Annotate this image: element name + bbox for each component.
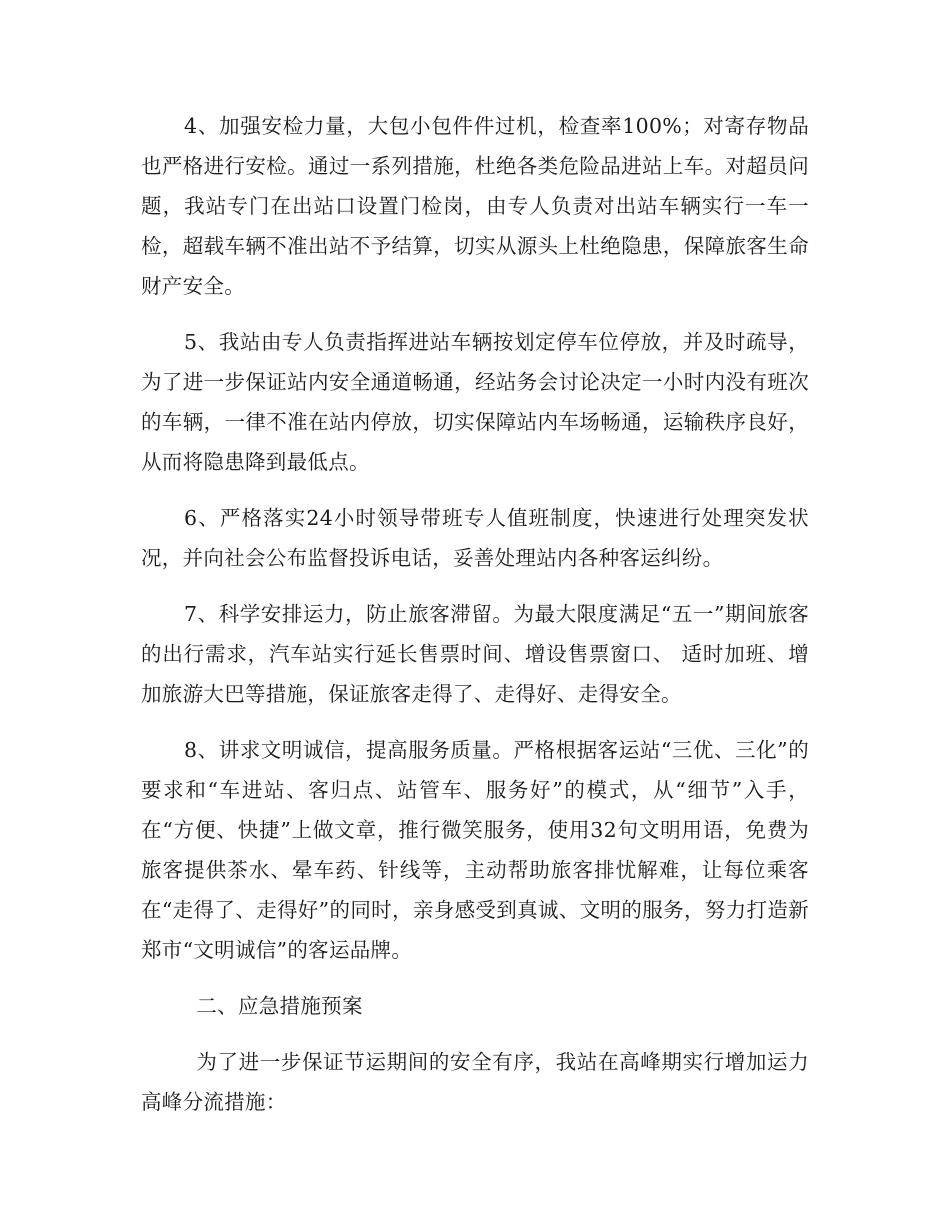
document-body <box>141 106 809 1138</box>
paragraph-item-7: 7、科学安排运力，防止旅客滞留。为最大限度满足“五一”期间旅客的出行需求，汽车站实行延长售票时间、增设售票窗口、 适时加班、增加旅游大巴等措施，保证旅客走得了、走得好、走得安全。 <box>141 602 809 706</box>
closing-paragraph: 为了进一步保证节运期间的安全有序，我站在高峰期实行增加运力高峰分流措施： <box>141 1050 809 1114</box>
paragraph-item-5: 5、我站由专人负责指挥进站车辆按划定停车位停放，并及时疏导，为了进一步保证站内安全通道畅通，经站务会讨论决定一小时内没有班次的车辆，一律不准在站内停放，切实保障站内车场畅通，运输秩序良好，从而将隐患降到最低点。 <box>141 330 809 474</box>
paragraph-item-4: 4、加强安检力量，大包小包件件过机，检查率100%；对寄存物品也严格进行安检。通过一系列措施，杜绝各类危险品进站上车。对超员问题，我站专门在出站口设置门检岗，由专人负责对出站车辆实行一车一检，超载车辆不准出站不予结算，切实从源头上杜绝隐患，保障旅客生命财产安全。 <box>141 114 809 298</box>
paragraph-item-6: 6、严格落实24小时领导带班专人值班制度，快速进行处理突发状况，并向社会公布监督投诉电话，妥善处理站内各种客运纠纷。 <box>141 506 809 570</box>
section-heading: 二、应急措施预案 <box>196 994 363 1018</box>
paragraph-item-8: 8、讲求文明诚信，提高服务质量。严格根据客运站“三优、三化”的要求和“车进站、客归点、站管车、服务好”的模式，从“细节”入手，在“方便、快捷”上做文章，推行微笑服务，使用32句文明用语，免费为旅客提供茶水、晕车药、针线等，主动帮助旅客排忧解难，让每位乘客在“走得了、走得好”的同时，亲身感受到真诚、文明的服务，努力打造新郑市“文明诚信”的客运品牌。 <box>141 738 809 962</box>
